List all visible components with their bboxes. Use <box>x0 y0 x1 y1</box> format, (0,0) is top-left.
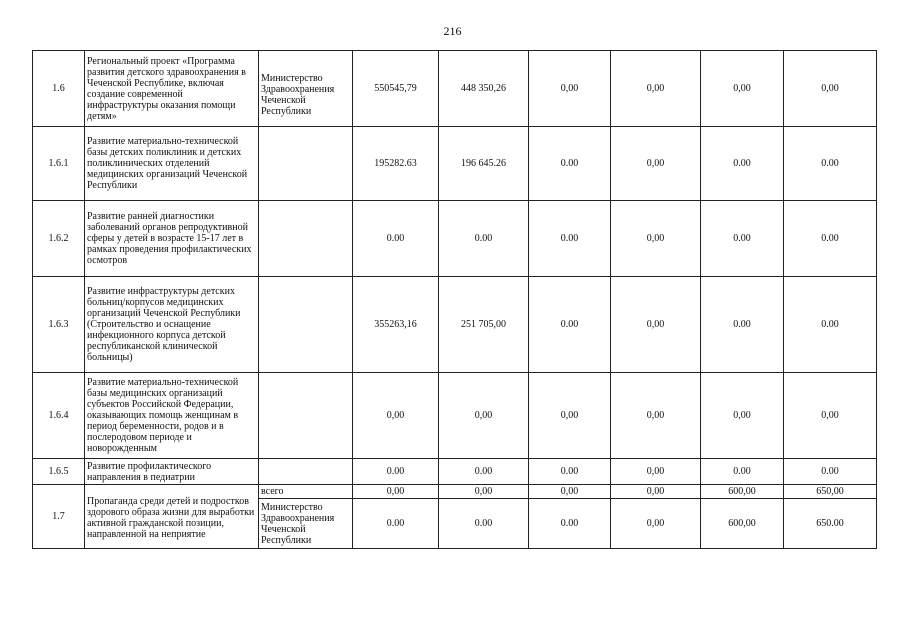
value-cell: 0.00 <box>353 201 439 277</box>
value-cell: 0,00 <box>529 485 611 499</box>
row-number: 1.6.4 <box>33 373 85 459</box>
row-executor: Министерство Здравоохранения Чеченской Республики <box>259 51 353 127</box>
row-number: 1.6.3 <box>33 277 85 373</box>
table-row <box>33 485 877 499</box>
value-cell: 0.00 <box>784 201 877 277</box>
row-executor: всего <box>259 485 353 499</box>
value-cell: 0.00 <box>529 459 611 485</box>
value-cell: 0,00 <box>701 373 784 459</box>
table-row <box>33 51 877 127</box>
row-number: 1.6.5 <box>33 459 85 485</box>
value-cell: 0.00 <box>784 459 877 485</box>
row-executor <box>259 373 353 459</box>
value-cell: 196 645.26 <box>439 127 529 201</box>
row-executor <box>259 201 353 277</box>
value-cell: 195282.63 <box>353 127 439 201</box>
row-name: Развитие профилактического направления в педиатрии <box>85 459 259 485</box>
row-name: Пропаганда среди детей и подростков здорового образа жизни для выработки активной гражданской позиции, направленной на неприятие <box>85 485 259 549</box>
value-cell: 0,00 <box>439 373 529 459</box>
value-cell: 0,00 <box>611 459 701 485</box>
table-row <box>33 201 877 277</box>
value-cell: 0.00 <box>529 277 611 373</box>
value-cell: 0.00 <box>784 127 877 201</box>
value-cell: 600,00 <box>701 499 784 549</box>
row-number: 1.6.2 <box>33 201 85 277</box>
value-cell: 0.00 <box>529 201 611 277</box>
value-cell: 0.00 <box>353 499 439 549</box>
row-executor <box>259 127 353 201</box>
row-executor: Министерство Здравоохранения Чеченской Республики <box>259 499 353 549</box>
value-cell: 355263,16 <box>353 277 439 373</box>
value-cell: 0,00 <box>611 201 701 277</box>
value-cell: 0,00 <box>784 373 877 459</box>
value-cell: 0,00 <box>439 485 529 499</box>
value-cell: 0,00 <box>611 51 701 127</box>
value-cell: 0.00 <box>439 459 529 485</box>
value-cell: 0.00 <box>529 499 611 549</box>
value-cell: 0.00 <box>439 201 529 277</box>
value-cell: 0,00 <box>353 373 439 459</box>
row-name: Развитие материально-технической базы детских поликлиник и детских поликлинических отделений медицинских организаций Чеченской Республики <box>85 127 259 201</box>
table-row <box>33 373 877 459</box>
value-cell: 0.00 <box>701 459 784 485</box>
page-number: 216 <box>443 24 462 38</box>
value-cell: 0,00 <box>611 277 701 373</box>
row-executor <box>259 459 353 485</box>
budget-table <box>32 50 877 549</box>
table-row <box>33 277 877 373</box>
value-cell: 0,00 <box>529 51 611 127</box>
value-cell: 550545,79 <box>353 51 439 127</box>
value-cell: 0.00 <box>439 499 529 549</box>
row-number: 1.6 <box>33 51 85 127</box>
value-cell: 0.00 <box>529 127 611 201</box>
value-cell: 0.00 <box>701 127 784 201</box>
row-name: Развитие ранней диагностики заболеваний органов репродуктивной сферы у детей в возрасте 15-17 лет в рамках проведения профилактических осмотров <box>85 201 259 277</box>
value-cell: 650,00 <box>784 485 877 499</box>
row-number: 1.7 <box>33 485 85 549</box>
row-name: Развитие инфраструктуры детских больниц/корпусов медицинских организаций Чеченской Республики (Строительство и оснащение инфекционного корпуса детской республиканской клинической больницы) <box>85 277 259 373</box>
row-name: Региональный проект «Программа развития детского здравоохранения в Чеченской Республике, включая создание современной инфраструктуры оказания помощи детям» <box>85 51 259 127</box>
value-cell: 0.00 <box>701 201 784 277</box>
value-cell: 0,00 <box>611 127 701 201</box>
value-cell: 0,00 <box>611 373 701 459</box>
value-cell: 0,00 <box>353 485 439 499</box>
value-cell: 0,00 <box>784 51 877 127</box>
row-name: Развитие материально-технической базы медицинских организаций субъектов Российской Федерации, оказывающих помощь женщинам в период беременности, родов и в послеродовом периоде и новорожденным <box>85 373 259 459</box>
value-cell: 0,00 <box>611 485 701 499</box>
value-cell: 650.00 <box>784 499 877 549</box>
value-cell: 0.00 <box>701 277 784 373</box>
value-cell: 0.00 <box>784 277 877 373</box>
table-row <box>33 127 877 201</box>
row-number: 1.6.1 <box>33 127 85 201</box>
value-cell: 0,00 <box>529 373 611 459</box>
value-cell: 251 705,00 <box>439 277 529 373</box>
value-cell: 600,00 <box>701 485 784 499</box>
value-cell: 0,00 <box>611 499 701 549</box>
value-cell: 0,00 <box>701 51 784 127</box>
table-row <box>33 459 877 485</box>
value-cell: 448 350,26 <box>439 51 529 127</box>
row-executor <box>259 277 353 373</box>
value-cell: 0.00 <box>353 459 439 485</box>
